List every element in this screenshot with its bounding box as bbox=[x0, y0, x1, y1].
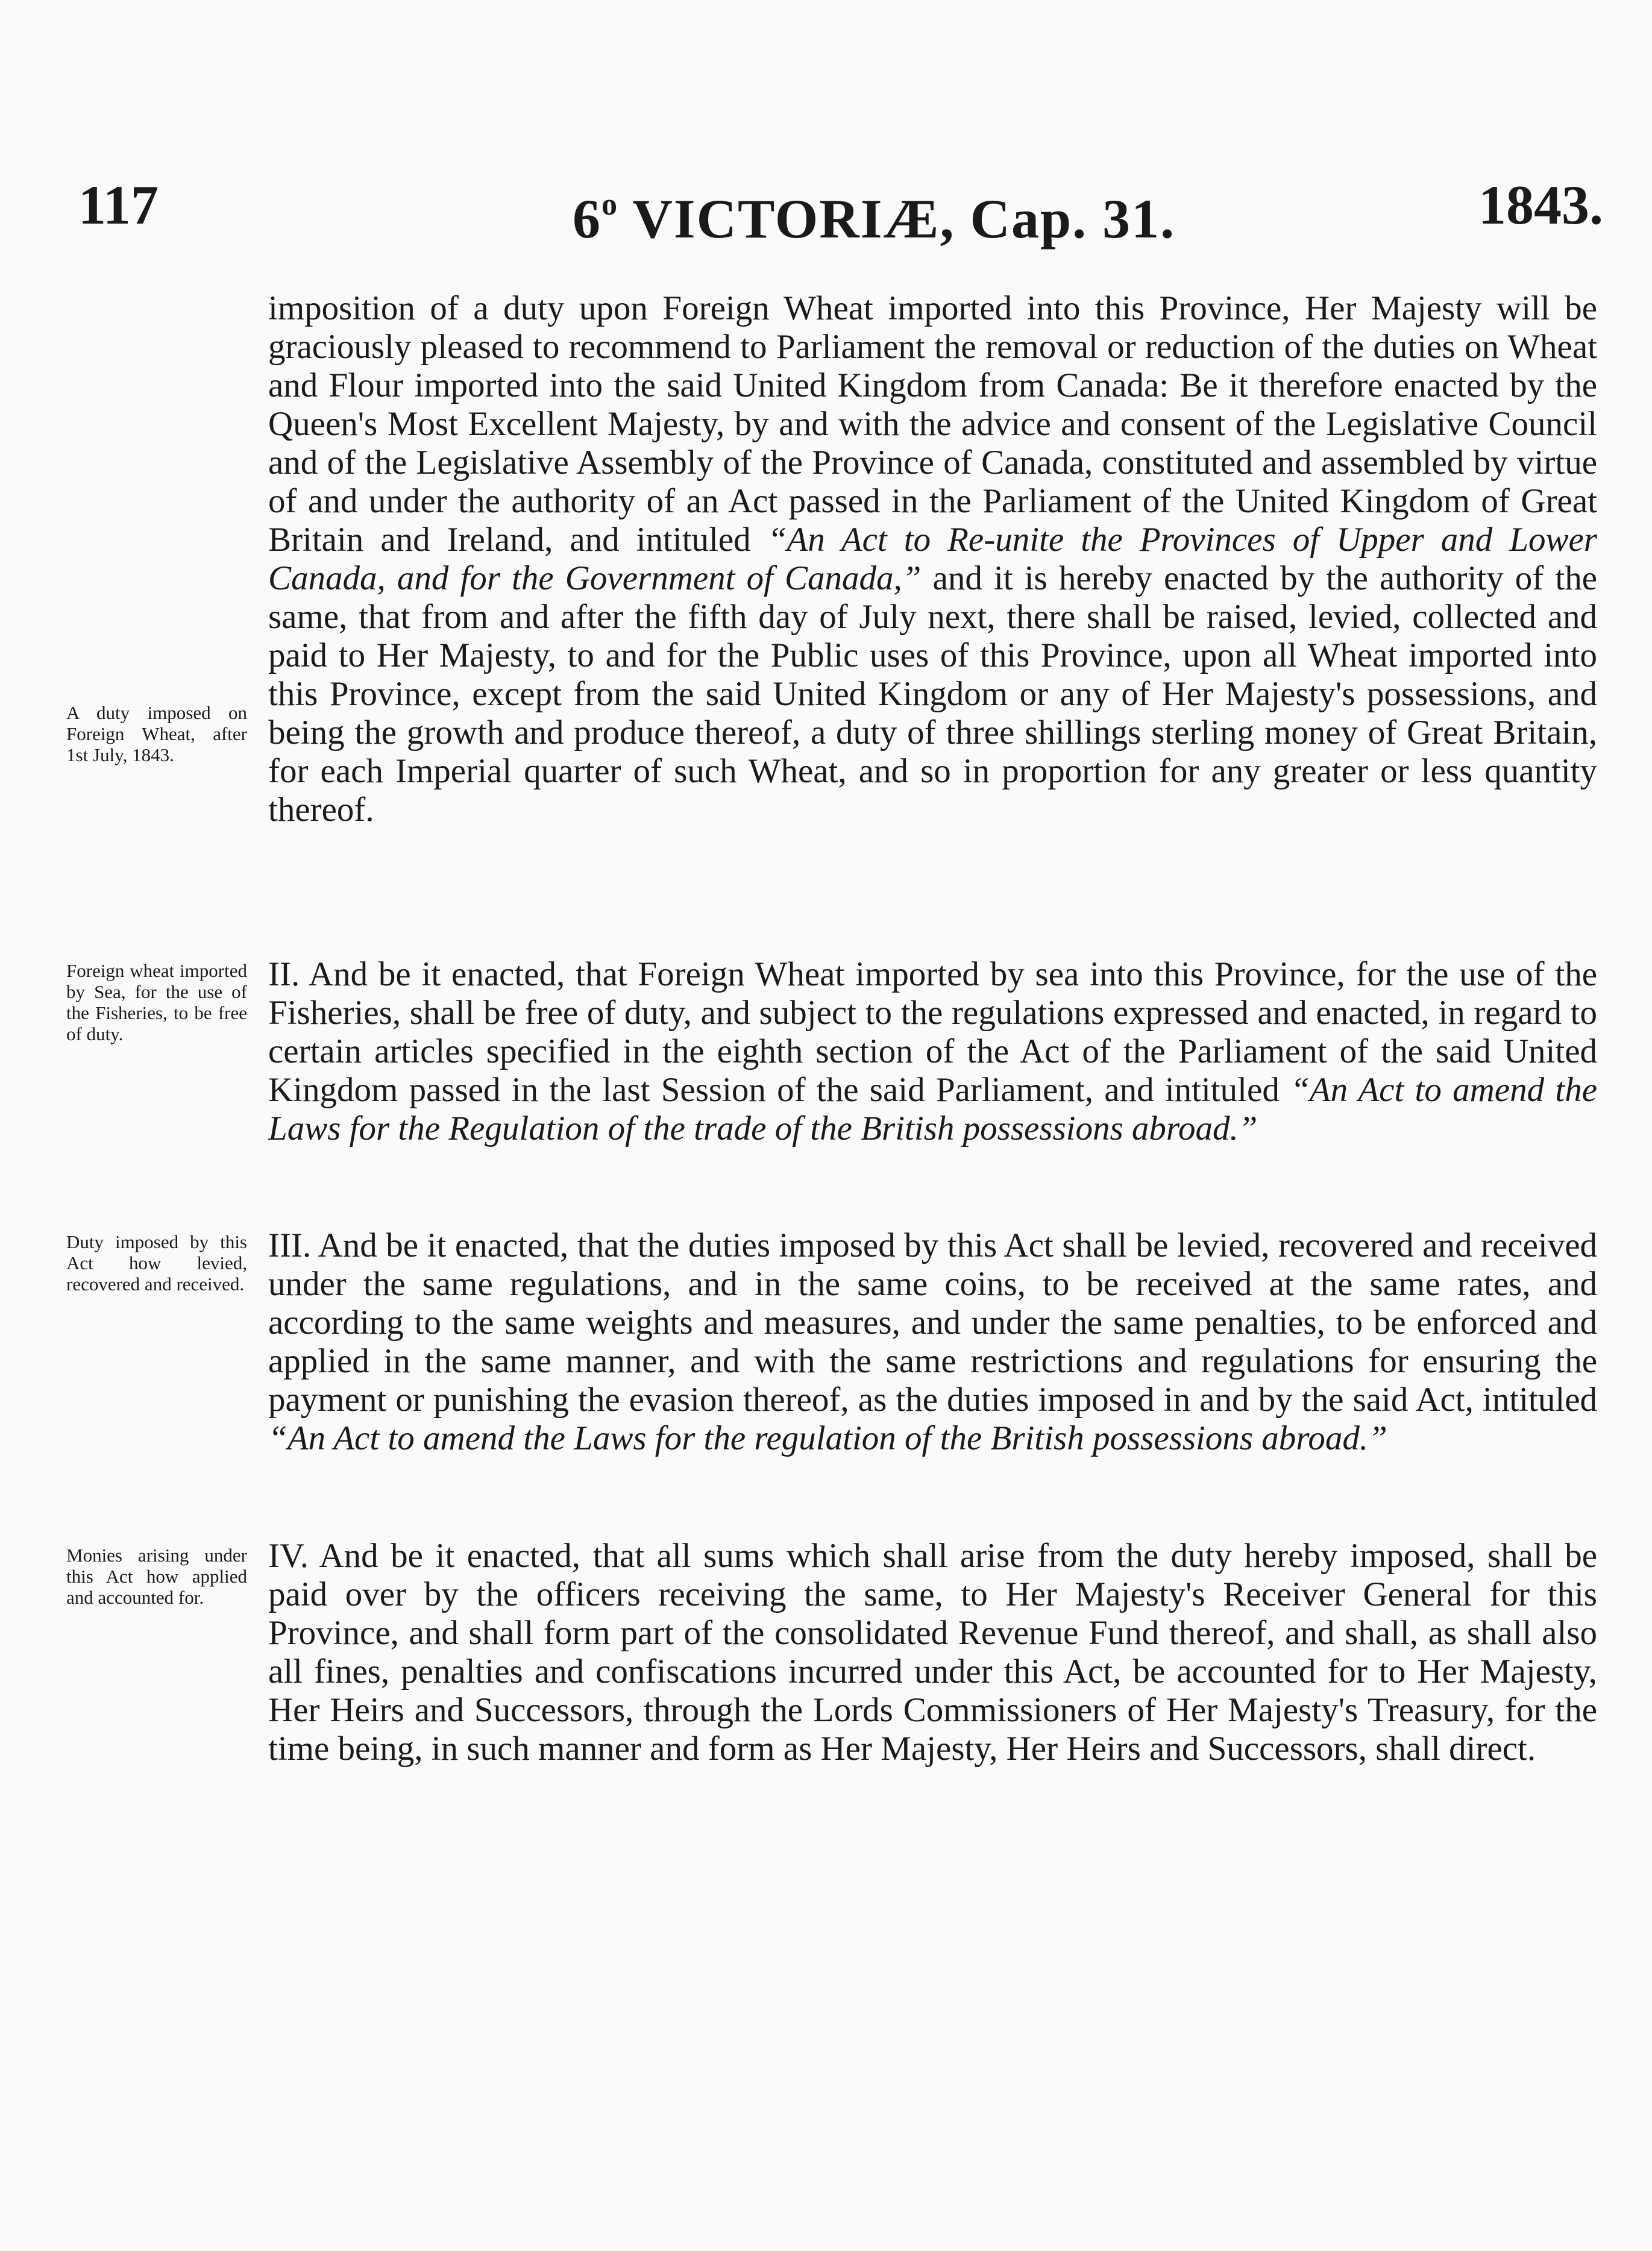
section-2-number: II. bbox=[268, 955, 300, 993]
regnal-year-sup: o bbox=[601, 187, 618, 222]
section-4-paragraph bbox=[268, 1537, 1597, 1768]
section-1-tail: and it is hereby enacted by the authority of the same, that from and after the fifth day of July next, there shall be raised, levied, collected and paid to Her Majesty, to and for the Public uses of this Province, upon all Wheat imported into this Province, except from the said United Kingdom or any of Her Majesty's possessions, and being the growth and produce thereof, a duty of three shillings sterling money of Great Britain, for each Imperial quarter of such Wheat, and so in proportion for any greater or less quantity thereof. bbox=[268, 559, 1597, 829]
section-4-text: And be it enacted, that all sums which shall arise from the duty hereby imposed, shall be paid over by the officers receiving the same, to Her Majesty's Receiver General for this Province, and shall form part of the consolidated Revenue Fund thereof, and shall, as shall also all fines, penalties and confiscations incurred under this Act, be accounted for to Her Majesty, Her Heirs and Successors, through the Lords Commissioners of Her Majesty's Treasury, for the time being, in such manner and form as Her Majesty, Her Heirs and Successors, shall direct. bbox=[268, 1537, 1598, 1768]
regnal-year: 6 bbox=[573, 188, 601, 250]
section-1 bbox=[268, 289, 1597, 829]
section-2-italic: “An Act to amend the Laws for the Regulation of the trade of the British possessions abroad.” bbox=[268, 1071, 1597, 1147]
margin-note-2: Foreign wheat imported by Sea, for the use of the Fisheries, to be free of duty. bbox=[66, 960, 247, 1044]
section-1-text: imposition of a duty upon Foreign Wheat imported into this Province, Her Majesty will be graciously pleased to recommend to Parliament the removal or reduction of the duties on Wheat and Flour imported into the said United Kingdom from Canada: Be it therefore enacted by the Queen's Most Excellent Majesty, by and with the advice and consent of the Legislative Council and of the Legislative Assembly of the Province of Canada, constituted and assembled by virtue of and under the authority of an Act passed in the Parliament of the United Kingdom of Great Britain and Ireland, and intituled bbox=[268, 289, 1597, 559]
page-number: 117 bbox=[78, 174, 159, 236]
section-3-number: III. bbox=[268, 1226, 312, 1264]
section-3-paragraph bbox=[268, 1226, 1597, 1458]
act-title-rest: VICTORIÆ, Cap. 31. bbox=[632, 188, 1176, 250]
section-2-paragraph bbox=[268, 955, 1597, 1148]
section-1-paragraph bbox=[268, 289, 1597, 829]
section-2 bbox=[268, 955, 1597, 1148]
margin-note-4: Monies arising under this Act how applied and accounted for. bbox=[66, 1545, 247, 1608]
section-3 bbox=[268, 1226, 1597, 1458]
section-2-text: And be it enacted, that Foreign Wheat imported by sea into this Province, for the use of the Fisheries, shall be free of duty, and subject to the regulations expressed and enacted, in regard to certain articles specified in the eighth section of the Act of the Parliament of the said United Kingdom passed in the last Session of the said Parliament, and intituled bbox=[268, 955, 1598, 1109]
section-4 bbox=[268, 1537, 1597, 1768]
margin-note-1: A duty imposed on Foreign Wheat, after 1st July, 1843. bbox=[66, 702, 247, 765]
running-header bbox=[78, 172, 1603, 250]
section-3-text: And be it enacted, that the duties imposed by this Act shall be levied, recovered and received under the same regulations, and in the same coins, to be received at the same rates, and according to the same weights and measures, and under the same penalties, to be enforced and applied in the same manner, and with the same restrictions and regulations for ensuring the payment or punishing the evasion thereof, as the duties imposed in and by the said Act, intituled bbox=[268, 1226, 1598, 1419]
act-title bbox=[573, 172, 1175, 252]
section-4-number: IV. bbox=[268, 1537, 309, 1575]
year: 1843. bbox=[1478, 174, 1603, 236]
section-1-italic: “An Act to Re-unite the Provinces of Upper and Lower Canada, and for the Government of Canada,” bbox=[268, 521, 1598, 597]
section-3-italic: “An Act to amend the Laws for the regulation of the British possessions abroad.” bbox=[268, 1419, 1387, 1457]
margin-note-3: Duty imposed by this Act how levied, recovered and received. bbox=[66, 1231, 247, 1295]
